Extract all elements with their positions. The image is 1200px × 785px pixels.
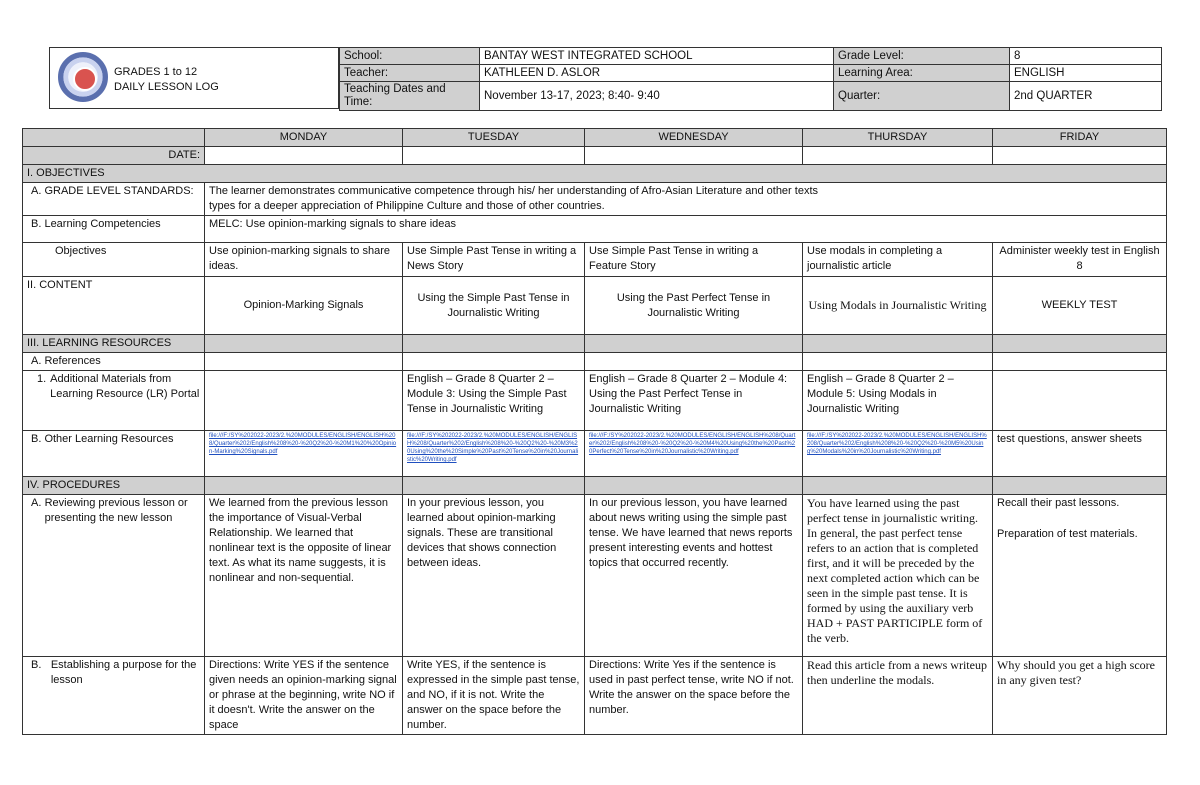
heading-cell	[205, 477, 403, 495]
other-wednesday-cell	[585, 431, 803, 477]
header-info-table	[339, 47, 1162, 111]
title-line-1: GRADES 1 to 12	[114, 66, 198, 78]
date-label: DATE:	[23, 147, 205, 165]
competencies-row	[23, 216, 1167, 243]
objectives-heading-row	[23, 165, 1167, 183]
area-value: ENGLISH	[1010, 65, 1162, 82]
teacher-value: KATHLEEN D. ASLOR	[480, 65, 834, 82]
heading-cell	[585, 477, 803, 495]
procedure-b-letter: B.	[31, 659, 42, 671]
procedure-b-thursday: Read this article from a news writeup then underline the modals.	[803, 657, 993, 735]
competencies-label: B. Learning Competencies	[23, 216, 205, 243]
procedure-a-thursday: You have learned using the past perfect tense in journalistic writing. In general, the past perfect tense refers to an action that is completed first, and it will be preceded by the next completed action which can be seen in the simple past tense. It is formed by using the auxiliary verb HAD + PAST PARTICIPLE form of the verb.	[803, 495, 993, 657]
ref-cell	[803, 353, 993, 371]
ref-cell	[993, 353, 1167, 371]
procedure-a-friday-cell	[993, 495, 1167, 657]
objective-monday: Use opinion-marking signals to share ideas.	[205, 243, 403, 277]
procedure-b-wednesday: Directions: Write Yes if the sentence is used in past perfect tense, write NO if not. Write the answer on the space before the number.	[585, 657, 803, 735]
content-row	[23, 277, 1167, 335]
additional-number: 1.	[37, 373, 47, 385]
procedure-b-label-cell	[23, 657, 205, 735]
standards-label: A. GRADE LEVEL STANDARDS:	[23, 183, 205, 216]
other-tuesday-cell	[403, 431, 585, 477]
content-tuesday: Using the Simple Past Tense in Journalistic Writing	[403, 277, 585, 335]
heading-cell	[803, 477, 993, 495]
additional-tuesday: English – Grade 8 Quarter 2 – Module 3: Using the Simple Past Tense in Journalistic Writing	[403, 371, 585, 431]
heading-cell	[585, 335, 803, 353]
procedure-b-monday: Directions: Write YES if the sentence given needs an opinion-marking signal or phrase at the beginning, write NO if it doesn't. Write the answer on the space	[205, 657, 403, 735]
procedure-a-row	[23, 495, 1167, 657]
day-tuesday: TUESDAY	[403, 129, 585, 147]
heading-cell	[993, 335, 1167, 353]
additional-thursday: English – Grade 8 Quarter 2 – Module 5: Using Modals in Journalistic Writing	[803, 371, 993, 431]
dates-value: November 13-17, 2023; 8:40- 9:40	[480, 82, 834, 111]
content-thursday: Using Modals in Journalistic Writing	[803, 277, 993, 335]
date-cell	[993, 147, 1167, 165]
procedure-b-friday: Why should you get a high score in any given test?	[993, 657, 1167, 735]
references-label: A. References	[23, 353, 205, 371]
procedure-a-monday: We learned from the previous lesson the importance of Visual-Verbal Relationship. We learned that nonlinear text is the opposite of linear text. As what its name suggests, it is nonlinear and non-sequential.	[205, 495, 403, 657]
ref-cell	[205, 353, 403, 371]
standards-text	[205, 183, 1167, 216]
objectives-heading: I. OBJECTIVES	[23, 165, 1167, 183]
day-monday: MONDAY	[205, 129, 403, 147]
references-row	[23, 353, 1167, 371]
resources-heading-row	[23, 335, 1167, 353]
other-resources-label: B. Other Learning Resources	[23, 431, 205, 477]
standards-line-1: The learner demonstrates communicative competence through his/ her understanding of Afro-Asian Literature and other texts	[209, 185, 819, 197]
date-cell	[205, 147, 403, 165]
date-cell	[403, 147, 585, 165]
other-monday-cell	[205, 431, 403, 477]
ref-cell	[585, 353, 803, 371]
corner-cell	[23, 129, 205, 147]
teacher-label: Teacher:	[340, 65, 480, 82]
heading-cell	[403, 335, 585, 353]
objective-wednesday: Use Simple Past Tense in writing a Feature Story	[585, 243, 803, 277]
procedure-a-tuesday: In your previous lesson, you learned about opinion-marking signals. These are transitional devices that shows connection between ideas.	[403, 495, 585, 657]
days-header-row	[23, 129, 1167, 147]
heading-cell	[205, 335, 403, 353]
title-line-2: DAILY LESSON LOG	[114, 81, 219, 93]
other-thursday-cell	[803, 431, 993, 477]
dates-label: Teaching Dates and Time:	[340, 82, 480, 111]
date-cell	[585, 147, 803, 165]
heading-cell	[803, 335, 993, 353]
grade-label: Grade Level:	[834, 48, 1010, 65]
procedure-a-friday: Recall their past lessons.	[997, 497, 1120, 509]
heading-cell	[403, 477, 585, 495]
deped-seal-icon	[58, 52, 108, 102]
resource-link-tuesday[interactable]: file:///F:/SY%202022-2023/2.%20MODULES/ENGLISH/ENGLISH%208/Quarter%202/English%208%20-%20Q2%20-%20M3%20Using%20the%20Simple%20Past%20Tense%20in%20Journalistic%20Writing.pdf	[407, 433, 579, 463]
objectives-label: Objectives	[23, 243, 205, 277]
objective-thursday: Use modals in completing a journalistic article	[803, 243, 993, 277]
area-label: Learning Area:	[834, 65, 1010, 82]
standards-line-2: types for a deeper appreciation of Philippine Culture and those of other countries.	[209, 200, 605, 212]
content-wednesday: Using the Past Perfect Tense in Journalistic Writing	[585, 277, 803, 335]
resource-link-wednesday[interactable]: file:///F:/SY%202022-2023/2.%20MODULES/ENGLISH/ENGLISH%208/Quarter%202/English%208%20-%20Q2%20-%20M4%20Using%20the%20Past%20Perfect%20Tense%20in%20Journalistic%20Writing.pdf	[589, 433, 796, 455]
procedure-b-tuesday: Write YES, if the sentence is expressed in the simple past tense, and NO, if it is not. Write the answer on the space before the number.	[403, 657, 585, 735]
day-wednesday: WEDNESDAY	[585, 129, 803, 147]
procedure-a-wednesday: In our previous lesson, you have learned about news writing using the simple past tense. We have learned that news reports present interesting events and hottest topics that occurred recently.	[585, 495, 803, 657]
procedure-a-text: Reviewing previous lesson or presenting the new lesson	[44, 497, 188, 524]
ref-cell	[403, 353, 585, 371]
objective-friday: Administer weekly test in English 8	[993, 243, 1167, 277]
school-label: School:	[340, 48, 480, 65]
procedures-heading-row	[23, 477, 1167, 495]
quarter-label: Quarter:	[834, 82, 1010, 111]
procedure-a-label-cell	[23, 495, 205, 657]
date-cell	[803, 147, 993, 165]
date-row	[23, 147, 1167, 165]
other-friday: test questions, answer sheets	[993, 431, 1167, 477]
lesson-log-table	[22, 128, 1167, 735]
resource-link-thursday[interactable]: file:///F:/SY%202022-2023/2.%20MODULES/ENGLISH/ENGLISH%208/Quarter%202/English%208%20-%20Q2%20-%20M5%20Using%20Modals%20in%20Journalistic%20Writing.pdf	[807, 433, 987, 455]
other-resources-row	[23, 431, 1167, 477]
additional-label-cell	[23, 371, 205, 431]
procedures-heading: IV. PROCEDURES	[23, 477, 205, 495]
grade-value: 8	[1010, 48, 1162, 65]
objectives-row	[23, 243, 1167, 277]
school-value: BANTAY WEST INTEGRATED SCHOOL	[480, 48, 834, 65]
heading-cell	[993, 477, 1167, 495]
quarter-value: 2nd QUARTER	[1010, 82, 1162, 111]
additional-monday	[205, 371, 403, 431]
additional-text: Additional Materials from Learning Resource (LR) Portal	[50, 373, 200, 400]
additional-wednesday: English – Grade 8 Quarter 2 – Module 4: Using the Past Perfect Tense in Journalistic Writing	[585, 371, 803, 431]
objective-tuesday: Use Simple Past Tense in writing a News Story	[403, 243, 585, 277]
header-title-box	[49, 47, 339, 109]
resource-link-monday[interactable]: file:///F:/SY%202022-2023/2.%20MODULES/ENGLISH/ENGLISH%208/Quarter%202/English%208%20-%20Q2%20-%20M1%20%20Opinion-Marking%20Signals.pdf	[209, 433, 397, 455]
content-monday: Opinion-Marking Signals	[205, 277, 403, 335]
standards-row	[23, 183, 1167, 216]
day-thursday: THURSDAY	[803, 129, 993, 147]
day-friday: FRIDAY	[993, 129, 1167, 147]
competencies-text: MELC: Use opinion-marking signals to share ideas	[205, 216, 1167, 243]
content-friday: WEEKLY TEST	[993, 277, 1167, 335]
procedure-b-row	[23, 657, 1167, 735]
additional-materials-row	[23, 371, 1167, 431]
resources-heading: III. LEARNING RESOURCES	[23, 335, 205, 353]
additional-friday	[993, 371, 1167, 431]
header-title	[114, 65, 219, 95]
procedure-a-letter: A.	[31, 497, 42, 509]
procedure-a-friday-extra: Preparation of test materials.	[997, 528, 1138, 540]
procedure-b-text: Establishing a purpose for the lesson	[50, 659, 197, 686]
content-heading: II. CONTENT	[23, 277, 205, 335]
